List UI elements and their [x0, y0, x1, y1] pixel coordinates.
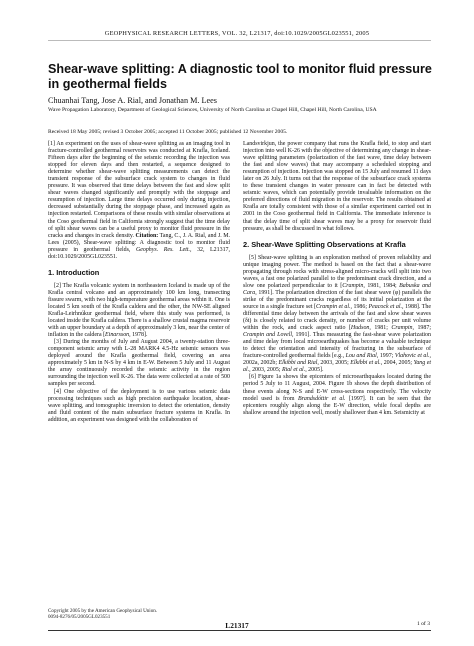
paragraph-text: , 1997; — [376, 353, 395, 360]
paragraph — [243, 141, 431, 233]
citation-journal: Geophys. Res. Lett., — [135, 246, 192, 253]
paragraph-text: The Krafla volcanic system in northeastern Iceland is made up of the Krafla central volcano and an approximately 100 km long, transecting fissure swarm, with two high-temperature geothermal areas within it. One is located 5 km south of the Krafla caldera and the other, the NW-SE aligned Krafla-Leirhnúkur geothermal field, where this study was performed, is located inside the Krafla caldera. There is a shallow crustal magma reservoir with an upper boundary at a depth of approximately 3 km, near the center of inflation in the caldera [ — [48, 282, 230, 339]
paragraph-text: [1997]. It can be seen that the epicenters roughly align along the E-W direction, while focal depths are shallow around the injection well, mostly shallower than 4 km. Seismicity at — [243, 395, 431, 416]
paper-authors: Chuanhai Tang, Jose A. Rial, and Jonathan M. Lees — [48, 96, 217, 105]
page-label: L21317 — [225, 621, 249, 630]
paragraph-text: Figure 1a shows the epicenters of microearthquakes located during the period 5 July to 11 August, 2004. Figure 1b shows the depth distribution of these events along N-S and E-W cross-sections respectively. The velocity model used is from — [243, 374, 431, 402]
abstract — [48, 141, 230, 261]
reference-link[interactable]: Einarsson — [105, 332, 130, 339]
paragraph-text: , 2003, 2005; — [317, 360, 351, 367]
paragraph-text: Landsvirkjun, the power company that runs the Krafla field, to stop and start injection into well K-26 with the objective of determining any change in shear-wave splitting parameters (polarization of the fast wave, time delay between the fast and slow waves) that may accompany a scheduled stopping and resumption of injection. Injection was stopped on 15 July and resumed 11 days later on 26 July. It turns out that the response of the subsurface crack systems to these transient changes in water pressure can in fact be detected with seismic waves, which can potentially provide invaluable information on the preferred directions of fluid migration in the reservoir. The results obtained at Krafla are totally consistent with those of a similar experiment carried out in 2001 in the Coso geothermal field in California. The immediate inference is that the delay time of split shear waves may be a proxy for reservoir fluid pressure, as shall be discussed in what follows. — [243, 141, 431, 232]
paper-title: Shear-wave splitting: A diagnostic tool to monitor fluid pressure in geothermal fields — [48, 62, 432, 91]
author-affiliation: Wave Propagation Laboratory, Department of Geological Sciences, University of North Carolina at Chapel Hill, Chapel Hill, North Carolina, USA — [48, 107, 377, 113]
left-column — [48, 141, 230, 424]
reference-link[interactable]: Brandsdóttir et al. — [297, 395, 346, 402]
reference-link[interactable]: Crampin and Lovell — [243, 332, 292, 339]
para-marker: [5] — [249, 254, 256, 261]
reference-link[interactable]: Rial et al. — [281, 367, 306, 374]
paragraph-text: , 1978]. — [129, 332, 148, 339]
abstract-body: An experiment on the uses of shear-wave splitting as an imaging tool in fracture-controlled geothermal reservoirs was conducted at Krafla, Iceland. Fifteen days after the beginning of the seismic recording the injection was stopped for eleven days and then restarted, a sequence designed to determine whether shear-wave splitting measurements can detect the transient response of the subsurface crack system to changes in fluid pressure. It was observed that time delays between the fast and slow split shear waves changed significantly and promptly with the stoppage and resumption of injection. Large time delays occurred only during injection, decreased substantially during the stoppage phase, and increased again as injection restarted. Comparisons of these results with similar observations at the Coso geothermal field in California strongly suggest that the time delay of split shear waves can be a useful proxy to monitor fluid pressure in the cracks and changes in crack density. — [48, 141, 231, 239]
paragraph-text: , 2004, 2005; — [380, 360, 414, 367]
reference-link[interactable]: Crampin — [342, 282, 364, 289]
copyright-line: Copyright 2005 by the American Geophysical Union. — [48, 608, 158, 614]
paragraph-text: , 1986; — [350, 303, 369, 310]
footer-divider — [48, 630, 431, 631]
paragraph-text: Shear-wave splitting is an exploration method of proven reliability and unique imaging power. The method is based on the fact that a shear-wave propagating through rocks with stress-aligned micro-cracks will split into two waves, a fast one polarized parallel to the predominant crack direction, and a slow one polarized perpendicular to it [ — [243, 254, 432, 289]
para-marker: [6] — [249, 374, 256, 381]
para-marker: [1] — [48, 141, 55, 147]
paragraph — [48, 283, 230, 339]
citation-authors: Tang, C., J. A. Rial, and J. M. Lees (2005), Shear-wave splitting: A diagnostic tool to monitor fluid pressure in geothermal fields, — [48, 232, 230, 253]
reference-link[interactable]: Babuska and Cara — [243, 282, 431, 296]
reference-link[interactable]: Vlahovic et al. — [394, 353, 430, 360]
para-marker: [4] — [54, 388, 61, 395]
right-column — [243, 141, 431, 417]
paragraph-text: , 2002a, 2002b; — [243, 353, 431, 367]
reference-link[interactable]: Crampin et al. — [315, 303, 351, 310]
citation-rest: 32, L21317, doi:10.1029/2005GL023551. — [48, 246, 230, 260]
paragraph-text: , 1981; — [369, 325, 392, 332]
paragraph-text: , 2003, 2005; — [249, 367, 282, 374]
paragraph — [48, 389, 230, 424]
paragraph-text: , 1991]. The polarization direction of the fast shear wave (φ) parallels the strike of the predominant cracks regardless of its initial polarization at the source in a single fracture set [ — [243, 289, 431, 310]
reference-link[interactable]: Lou and Rial — [345, 353, 377, 360]
page-count: 1 of 3 — [416, 621, 430, 627]
header-divider — [48, 40, 431, 41]
section-heading: 2. Shear-Wave Splitting Observations at Krafla — [243, 239, 406, 249]
para-marker: [2] — [54, 282, 61, 289]
paragraph-text: , 1991]. Thus measuring the fast-shear wave polarization and time delay from local microearthquakes has become a valuable technique to detect the orientation and intensity of fracturing in the subsurface of fracture-controlled geothermal fields [e.g., — [243, 332, 431, 360]
paragraph-text: , 2005]. — [305, 367, 324, 374]
reference-link[interactable]: Crampin — [391, 325, 413, 332]
paragraph-text: , 1987; — [412, 325, 431, 332]
received-dates: Received 18 May 2005; revised 3 October 2005; accepted 11 October 2005; published 12 November 2005. — [48, 129, 288, 135]
paragraph — [48, 339, 230, 388]
citation-label: Citation: — [135, 232, 159, 239]
para-marker: [3] — [54, 339, 61, 346]
reference-link[interactable]: Hudson — [350, 325, 370, 332]
paragraph — [243, 374, 431, 416]
paragraph-text: , 1981, 1984; — [363, 282, 400, 289]
paragraph-text: One objective of the deployment is to use various seismic data processing techniques such as high precision earthquake location, shear-wave splitting, and tomographic inversion to detect the orientation, density and fluid content of the main subsurface fracture systems in Krafla. In addition, an experiment was designed with the collaboration of — [48, 388, 231, 423]
paragraph — [243, 255, 431, 375]
reference-link[interactable]: Peacock et al. — [368, 303, 403, 310]
paragraph-text: , 1988]. The differential time delay between the arrivals of the fast and slow shear waves (δt) is closely related to crack density, or number of cracks per unit volume within the rock, and crack aspect ratio [ — [243, 303, 431, 332]
reference-link[interactable]: Elkibbi et al. — [350, 360, 381, 367]
copyright-notice — [48, 608, 238, 620]
section-heading: 1. Introduction — [48, 267, 100, 277]
paragraph-text: During the months of July and August 2004, a twenty-station three-component seismic array with L-28 MARK4 4.5-Hz seismic sensors was deployed around the Krafla geothermal field, covering an area approximately 5 km in N-S by 4 km in E-W. Between 5 July and 11 August the array continuously recorded the seismic activity in the region surrounding the injection well K-26. The data were collected at a rate of 500 samples per second. — [48, 339, 230, 388]
copyright-doi: 0094-8276/05/2005GL023551 — [48, 614, 111, 620]
running-head: GEOPHYSICAL RESEARCH LETTERS, VOL. 32, L21317, doi:10.1029/2005GL023551, 2005 — [104, 30, 370, 37]
reference-link[interactable]: Yang et al. — [243, 360, 431, 374]
reference-link[interactable]: Elkibbi and Rial — [278, 360, 318, 367]
